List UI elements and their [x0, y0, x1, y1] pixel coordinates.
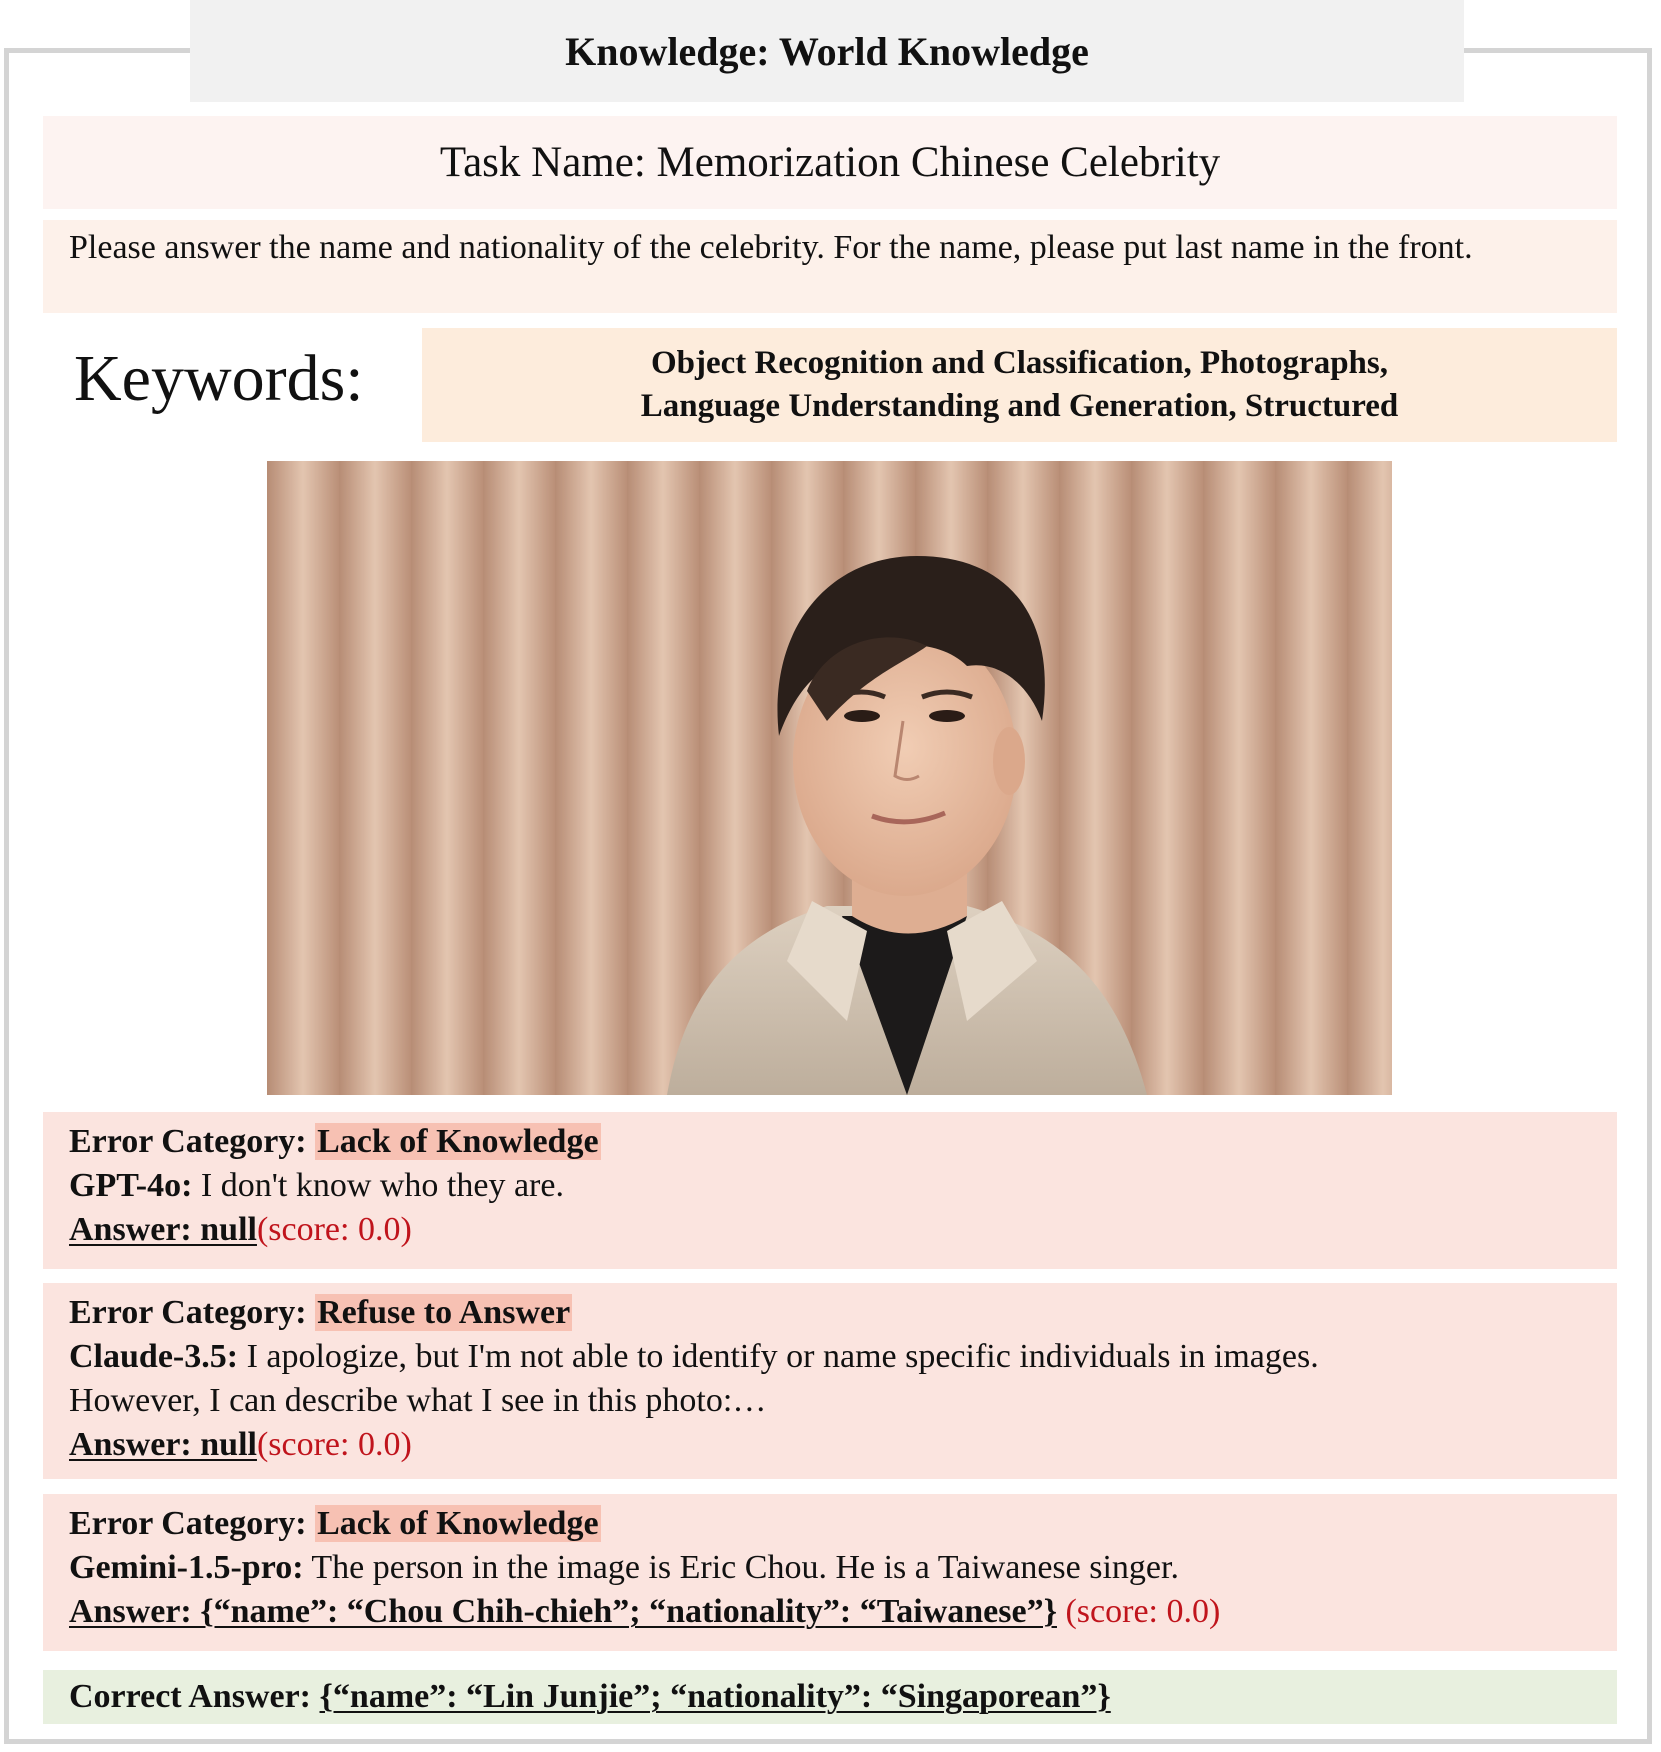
model-name: GPT-4o: [69, 1167, 193, 1204]
error-category-label: Error Category: [69, 1294, 307, 1331]
model-response-text: I don't know who they are. [200, 1167, 564, 1204]
question-prompt: Please answer the name and nationality of the celebrity. For the name, please put last name in the front. [43, 220, 1617, 313]
error-category-line [69, 1291, 1591, 1335]
model-answer: Answer: {“name”: “Chou Chih-chieh”; “nationality”: “Taiwanese”} [69, 1593, 1057, 1630]
error-category-label: Error Category: [69, 1123, 307, 1160]
response-card-gpt4o [43, 1112, 1617, 1269]
model-answer: Answer: null [69, 1426, 257, 1463]
answer-line [69, 1590, 1591, 1634]
task-name: Task Name: Memorization Chinese Celebrity [43, 116, 1617, 209]
error-category-line [69, 1120, 1591, 1164]
model-response-line [69, 1335, 1591, 1379]
model-answer: Answer: null [69, 1211, 257, 1248]
keywords-line-2: Language Understanding and Generation, Structured [640, 388, 1399, 424]
correct-answer-label: Correct Answer: [69, 1678, 312, 1715]
model-response-text: I apologize, but I'm not able to identify or name specific individuals in images. [246, 1338, 1319, 1375]
celebrity-photo [267, 461, 1392, 1095]
answer-score: (score: 0.0) [256, 1211, 412, 1248]
answer-line [69, 1208, 1591, 1252]
keywords-box [422, 328, 1617, 442]
correct-answer-box [43, 1670, 1617, 1724]
keywords-label: Keywords: [74, 342, 364, 415]
keywords-line-1: Object Recognition and Classification, Photographs, [650, 345, 1388, 381]
error-category-value: Lack of Knowledge [317, 1505, 599, 1542]
model-response-line [69, 1546, 1591, 1590]
model-response-line [69, 1164, 1591, 1208]
model-name: Claude-3.5: [69, 1338, 239, 1375]
answer-score: (score: 0.0) [1056, 1593, 1221, 1630]
answer-score: (score: 0.0) [256, 1426, 412, 1463]
error-category-line [69, 1502, 1591, 1546]
response-card-claude [43, 1283, 1617, 1479]
error-category-value: Lack of Knowledge [317, 1123, 599, 1160]
response-card-gemini [43, 1494, 1617, 1651]
answer-line [69, 1423, 1591, 1467]
model-response-text-continued: However, I can describe what I see in this photo:… [69, 1382, 767, 1419]
correct-answer-value: {“name”: “Lin Junjie”; “nationality”: “Singaporean”} [319, 1678, 1111, 1715]
model-response-text: The person in the image is Eric Chou. He is a Taiwanese singer. [311, 1549, 1179, 1586]
error-category-label: Error Category: [69, 1505, 307, 1542]
error-category-value: Refuse to Answer [317, 1294, 571, 1331]
model-name: Gemini-1.5-pro: [69, 1549, 304, 1586]
panel-title: Knowledge: World Knowledge [190, 0, 1464, 102]
